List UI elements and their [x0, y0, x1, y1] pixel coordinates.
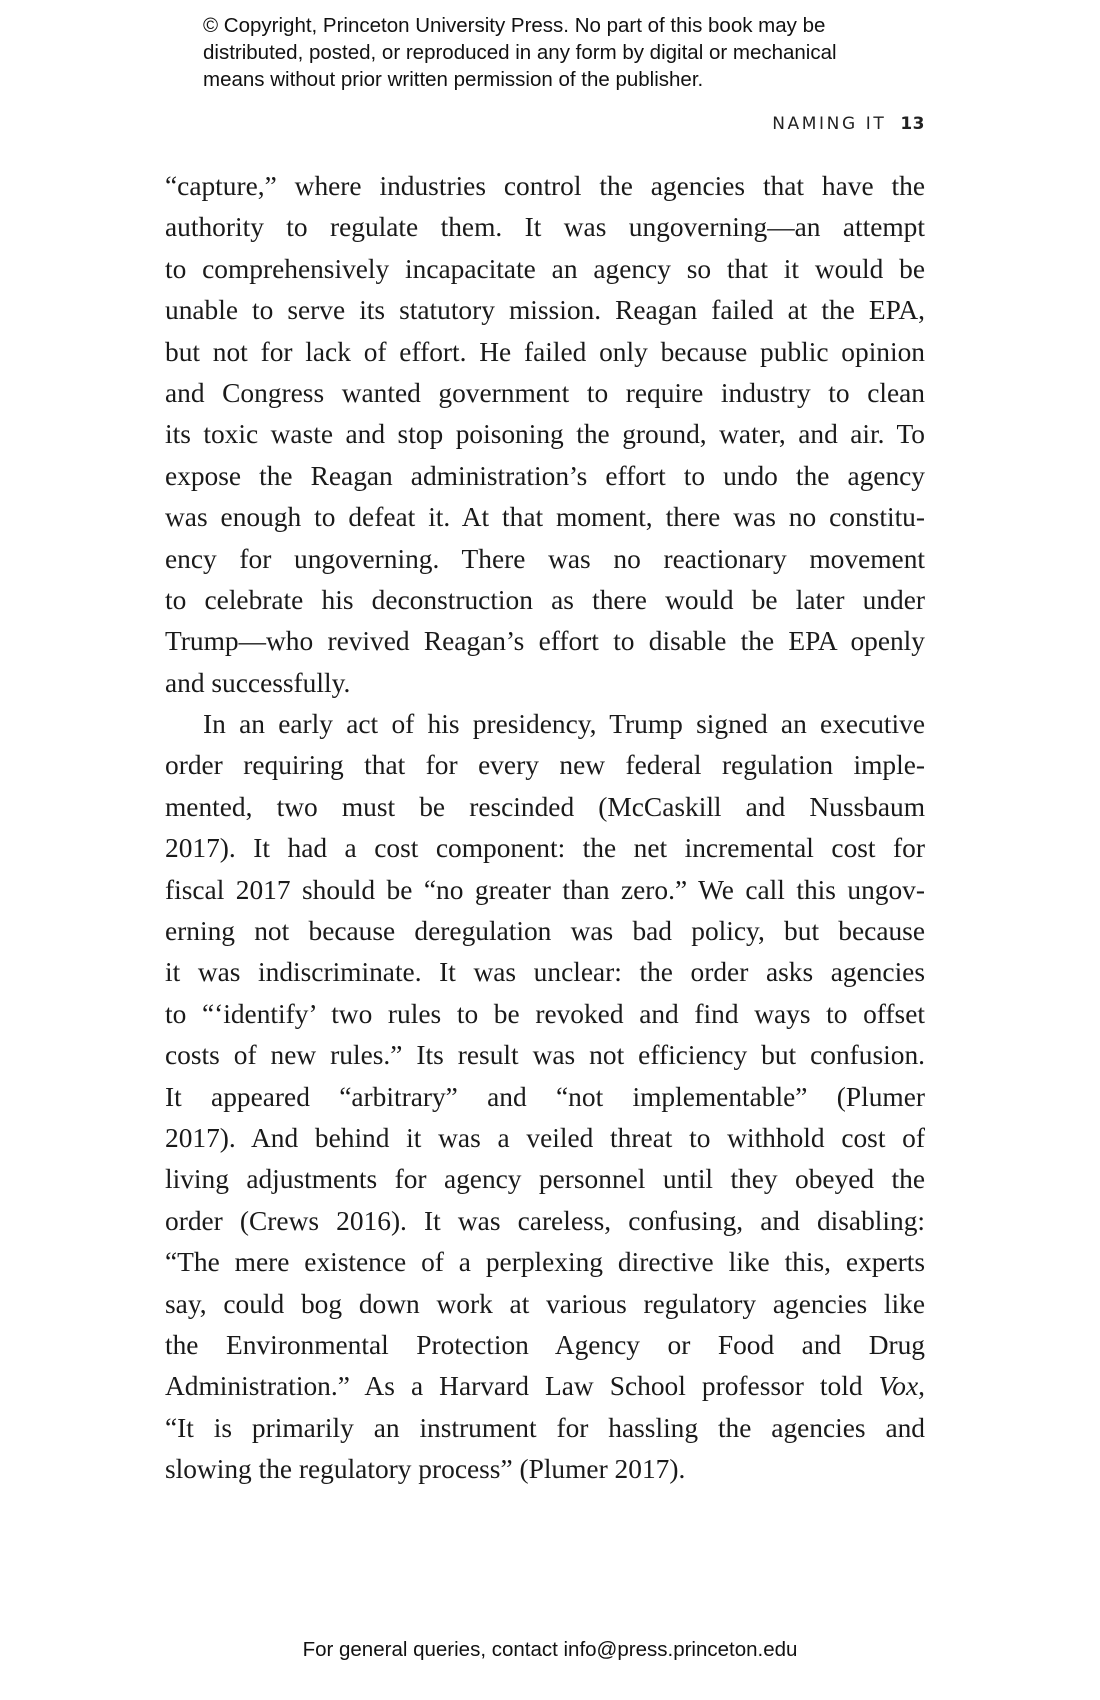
text-line: order requiring that for every new federal regulation imple-: [165, 750, 925, 781]
text-line: In an early act of his presidency, Trump signed an executive: [203, 709, 925, 740]
text-line: mented, two must be rescinded (McCaskill and Nussbaum: [165, 791, 925, 822]
running-head-section: NAMING IT: [772, 114, 887, 134]
text-line: 2017). And behind it was a veiled threat to withhold cost of: [165, 1122, 925, 1153]
text-line: “capture,” where industries control the agencies that have the: [165, 171, 925, 201]
footer-contact: For general queries, contact info@press.princeton.edu: [302, 1638, 798, 1661]
copyright-notice: [203, 12, 923, 93]
text-line: living adjustments for agency personnel until they obeyed the: [165, 1164, 925, 1195]
text-line: and successfully.: [165, 667, 351, 698]
text-line: was enough to defeat it. At that moment, there was no constitu-: [165, 502, 925, 533]
text-line: but not for lack of effort. He failed only because public opinion: [165, 336, 925, 367]
text-line: to celebrate his deconstruction as there would be later under: [165, 584, 925, 615]
copyright-line: distributed, posted, or reproduced in any form by digital or mechanical: [203, 41, 837, 64]
text-line: “It is primarily an instrument for hassling the agencies and: [165, 1412, 925, 1443]
italic-publication-name: Vox: [878, 1371, 919, 1402]
text-line: costs of new rules.” Its result was not efficiency but confusion.: [165, 1040, 925, 1071]
body-text: [165, 166, 925, 1491]
copyright-line: means without prior written permission of the publisher.: [203, 68, 704, 91]
text-line: slowing the regulatory process” (Plumer 2017).: [165, 1454, 686, 1485]
text-line: Trump—who revived Reagan’s effort to disable the EPA openly: [165, 626, 925, 657]
text-line: say, could bog down work at various regulatory agencies like: [165, 1288, 925, 1319]
text-segment: Administration.” As a Harvard Law School professor told: [165, 1371, 879, 1402]
text-line: authority to regulate them. It was ungoverning—an attempt: [165, 212, 925, 243]
text-line: ency for ungoverning. There was no reactionary movement: [165, 543, 925, 574]
text-line: to comprehensively incapacitate an agency so that it would be: [165, 253, 925, 284]
text-line: its toxic waste and stop poisoning the ground, water, and air. To: [165, 419, 925, 450]
running-head: [772, 114, 925, 134]
text-line: to “‘identify’ two rules to be revoked and find ways to offset: [165, 998, 925, 1029]
text-line: It appeared “arbitrary” and “not implementable” (Plumer: [165, 1081, 925, 1112]
text-line: and Congress wanted government to require industry to clean: [165, 377, 925, 408]
text-line: expose the Reagan administration’s effort to undo the agency: [165, 460, 925, 491]
text-line: “The mere existence of a perplexing directive like this, experts: [165, 1247, 925, 1278]
text-line: unable to serve its statutory mission. Reagan failed at the EPA,: [165, 295, 925, 326]
copyright-line: © Copyright, Princeton University Press. No part of this book may be: [203, 14, 826, 37]
page-number: 13: [900, 114, 925, 134]
text-segment: ,: [918, 1371, 925, 1402]
text-line: it was indiscriminate. It was unclear: the order asks agencies: [165, 957, 925, 988]
text-line-with-italic: [165, 1366, 925, 1407]
text-line: fiscal 2017 should be “no greater than zero.” We call this ungov-: [165, 874, 925, 905]
text-line: the Environmental Protection Agency or Food and Drug: [165, 1329, 925, 1360]
text-line: erning not because deregulation was bad policy, but because: [165, 916, 925, 947]
text-line: order (Crews 2016). It was careless, confusing, and disabling:: [165, 1205, 925, 1236]
text-line: 2017). It had a cost component: the net incremental cost for: [165, 833, 925, 864]
